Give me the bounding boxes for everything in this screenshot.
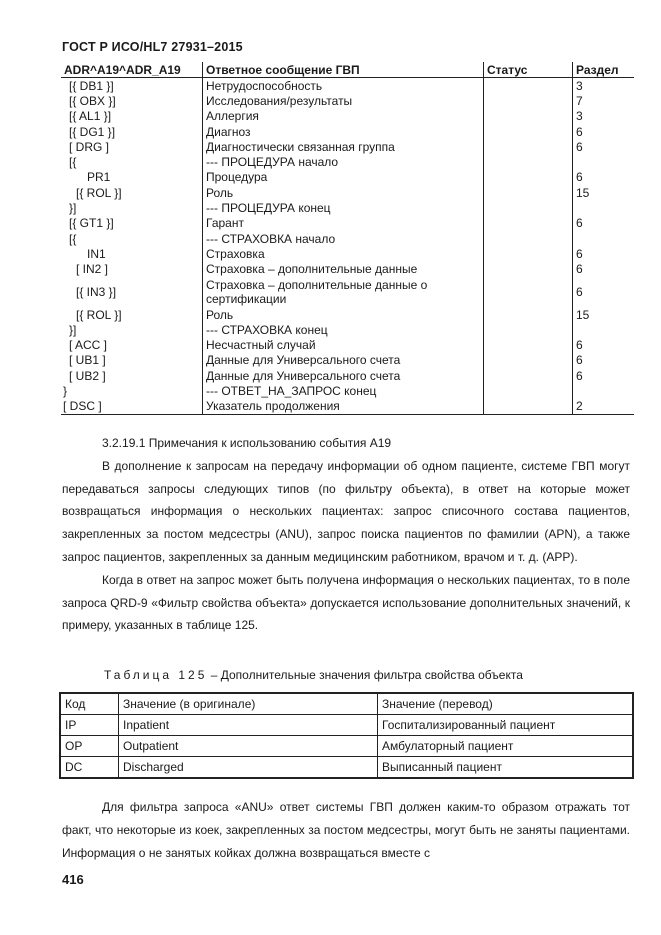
- table-row: [60, 736, 633, 757]
- column-header: Значение (в оригинале): [119, 693, 378, 715]
- description-cell: Нетрудоспособность: [203, 78, 484, 94]
- section-cell: 6: [573, 277, 635, 307]
- table-row: [61, 93, 634, 108]
- segment-cell: [{ IN3 }]: [76, 284, 117, 299]
- section-cell: 6: [573, 246, 635, 261]
- page-number: 416: [62, 872, 84, 887]
- section-cell: 15: [573, 307, 635, 322]
- code-cell: IP: [60, 715, 119, 736]
- section-cell: 3: [573, 78, 635, 94]
- notes-section: [62, 432, 630, 637]
- table-row: [61, 78, 634, 94]
- table-row: [61, 399, 634, 415]
- table-row: [61, 154, 634, 169]
- section-heading: 3.2.19.1 Примечания к использованию события A19: [102, 436, 392, 450]
- description-cell: Процедура: [203, 170, 484, 185]
- segment-cell: }]: [69, 322, 77, 337]
- table-row: [60, 757, 633, 779]
- translation-cell: Выписанный пациент: [378, 757, 634, 779]
- status-cell: [484, 262, 573, 277]
- section-cell: 6: [573, 337, 635, 352]
- table-header-row: [61, 62, 634, 78]
- status-cell: [484, 124, 573, 139]
- segment-cell: [{ OBX }]: [69, 93, 116, 108]
- table-row: [61, 277, 634, 307]
- section-cell: 6: [573, 170, 635, 185]
- description-cell: Несчастный случай: [203, 337, 484, 352]
- segment-cell: [ IN2 ]: [76, 262, 109, 277]
- paragraph: Когда в ответ на запрос может быть получена информация о нескольких пациентах, то в поле запроса QRD-9 «Фильтр свойства объекта» допускается использование дополнительных значений, к примеру, указанных в таблице 125.: [62, 572, 630, 633]
- table-row: [61, 383, 634, 398]
- segment-cell: IN1: [87, 246, 106, 261]
- description-cell: --- СТРАХОВКА конец: [203, 322, 484, 337]
- status-cell: [484, 337, 573, 352]
- segment-cell: [ UB2 ]: [69, 368, 106, 383]
- section-cell: [573, 200, 635, 215]
- closing-section: [62, 796, 630, 864]
- description-cell: Страховка: [203, 246, 484, 261]
- section-cell: 6: [573, 139, 635, 154]
- segment-cell: [ UB1 ]: [69, 353, 106, 368]
- column-header: Статус: [484, 62, 573, 78]
- status-cell: [484, 307, 573, 322]
- status-cell: [484, 78, 573, 94]
- section-cell: 7: [573, 93, 635, 108]
- segment-cell: }: [63, 383, 68, 398]
- segment-cell: [ DRG ]: [69, 139, 110, 154]
- status-cell: [484, 322, 573, 337]
- segment-cell: [{: [69, 155, 77, 170]
- column-header: Раздел: [573, 62, 635, 78]
- status-cell: [484, 277, 573, 307]
- filter-values-table: [59, 692, 634, 779]
- original-value-cell: Inpatient: [119, 715, 378, 736]
- status-cell: [484, 109, 573, 124]
- description-cell: Указатель продолжения: [203, 399, 484, 415]
- description-cell: Страховка – дополнительные данные: [203, 262, 484, 277]
- code-cell: DC: [60, 757, 119, 779]
- table-row: [61, 337, 634, 352]
- table-row: [60, 715, 633, 736]
- table-row: [61, 109, 634, 124]
- table-row: [61, 322, 634, 337]
- table-row: [61, 170, 634, 185]
- section-cell: 2: [573, 399, 635, 415]
- section-cell: 3: [573, 109, 635, 124]
- table-row: [61, 368, 634, 383]
- original-value-cell: Outpatient: [119, 736, 378, 757]
- description-cell: Гарант: [203, 216, 484, 231]
- section-cell: 15: [573, 185, 635, 200]
- status-cell: [484, 154, 573, 169]
- original-value-cell: Discharged: [119, 757, 378, 779]
- description-cell: Данные для Универсального счета: [203, 368, 484, 383]
- table-row: [61, 185, 634, 200]
- segment-cell: [{ GT1 }]: [69, 216, 114, 231]
- code-cell: OP: [60, 736, 119, 757]
- section-cell: [573, 322, 635, 337]
- table-caption-label: Таблица 125: [104, 668, 208, 682]
- section-cell: [573, 154, 635, 169]
- segment-cell: [{: [69, 231, 77, 246]
- status-cell: [484, 139, 573, 154]
- segment-cell: }]: [69, 201, 77, 216]
- table-caption-title: – Дополнительные значения фильтра свойства объекта: [207, 668, 523, 682]
- description-cell: Роль: [203, 185, 484, 200]
- description-cell: Аллергия: [203, 109, 484, 124]
- status-cell: [484, 185, 573, 200]
- description-cell: --- ПРОЦЕДУРА начало: [203, 154, 484, 169]
- description-cell: Исследования/результаты: [203, 93, 484, 108]
- table-row: [61, 231, 634, 246]
- segment-cell: [{ ROL }]: [76, 185, 122, 200]
- section-cell: [573, 231, 635, 246]
- description-cell: --- ПРОЦЕДУРА конец: [203, 200, 484, 215]
- status-cell: [484, 399, 573, 415]
- status-cell: [484, 170, 573, 185]
- section-cell: [573, 383, 635, 398]
- description-cell: Диагностически связанная группа: [203, 139, 484, 154]
- status-cell: [484, 246, 573, 261]
- table-caption: [104, 668, 523, 682]
- table-row: [61, 216, 634, 231]
- segment-cell: [{ DB1 }]: [69, 78, 114, 93]
- status-cell: [484, 231, 573, 246]
- description-cell: Роль: [203, 307, 484, 322]
- message-structure-table: [61, 62, 634, 415]
- table-row: [61, 246, 634, 261]
- table-header-row: [60, 693, 633, 715]
- document-header: ГОСТ Р ИСО/HL7 27931–2015: [62, 40, 243, 54]
- table-row: [61, 353, 634, 368]
- paragraph: Для фильтра запроса «ANU» ответ системы ГВП должен каким-то образом отражать тот факт, что некоторые из коек, закрепленных за постом медсестры, могут быть не заняты пациентами. Информация о не занятых койках должна возвращаться вместе с: [62, 800, 630, 860]
- status-cell: [484, 368, 573, 383]
- table-row: [61, 139, 634, 154]
- translation-cell: Амбулаторный пациент: [378, 736, 634, 757]
- status-cell: [484, 383, 573, 398]
- description-cell: --- СТРАХОВКА начало: [203, 231, 484, 246]
- table-row: [61, 124, 634, 139]
- status-cell: [484, 200, 573, 215]
- description-cell: Диагноз: [203, 124, 484, 139]
- column-header: Значение (перевод): [378, 693, 634, 715]
- status-cell: [484, 216, 573, 231]
- section-cell: 6: [573, 368, 635, 383]
- translation-cell: Госпитализированный пациент: [378, 715, 634, 736]
- description-cell: Страховка – дополнительные данные о сертификации: [203, 277, 484, 307]
- table-row: [61, 262, 634, 277]
- table-row: [61, 307, 634, 322]
- paragraph: В дополнение к запросам на передачу информации об одном пациенте, системе ГВП могут передаваться запросы следующих типов (по фильтру объекта), в ответ на которые может возвращаться информация о нескольких пациентах: запрос списочного состава пациентов, закрепленных за постом медсестры (ANU), запрос поиска пациентов по фамилии (APN), а также запрос пациентов, закрепленных за данным медицинским работником, врачом и т. д. (APP).: [62, 458, 630, 564]
- segment-cell: [{ AL1 }]: [69, 109, 112, 124]
- column-header: ADR^A19^ADR_A19: [61, 62, 203, 78]
- segment-cell: [{ ROL }]: [76, 307, 122, 322]
- status-cell: [484, 93, 573, 108]
- segment-cell: [ ACC ]: [69, 338, 108, 353]
- description-cell: --- ОТВЕТ_НА_ЗАПРОС конец: [203, 383, 484, 398]
- table-row: [61, 200, 634, 215]
- description-cell: Данные для Универсального счета: [203, 353, 484, 368]
- segment-cell: [{ DG1 }]: [69, 124, 116, 139]
- segment-cell: PR1: [87, 170, 111, 185]
- segment-cell: [ DSC ]: [61, 399, 203, 415]
- section-cell: 6: [573, 216, 635, 231]
- section-cell: 6: [573, 124, 635, 139]
- column-header: Ответное сообщение ГВП: [203, 62, 484, 78]
- column-header: Код: [60, 693, 119, 715]
- status-cell: [484, 353, 573, 368]
- section-cell: 6: [573, 353, 635, 368]
- section-cell: 6: [573, 262, 635, 277]
